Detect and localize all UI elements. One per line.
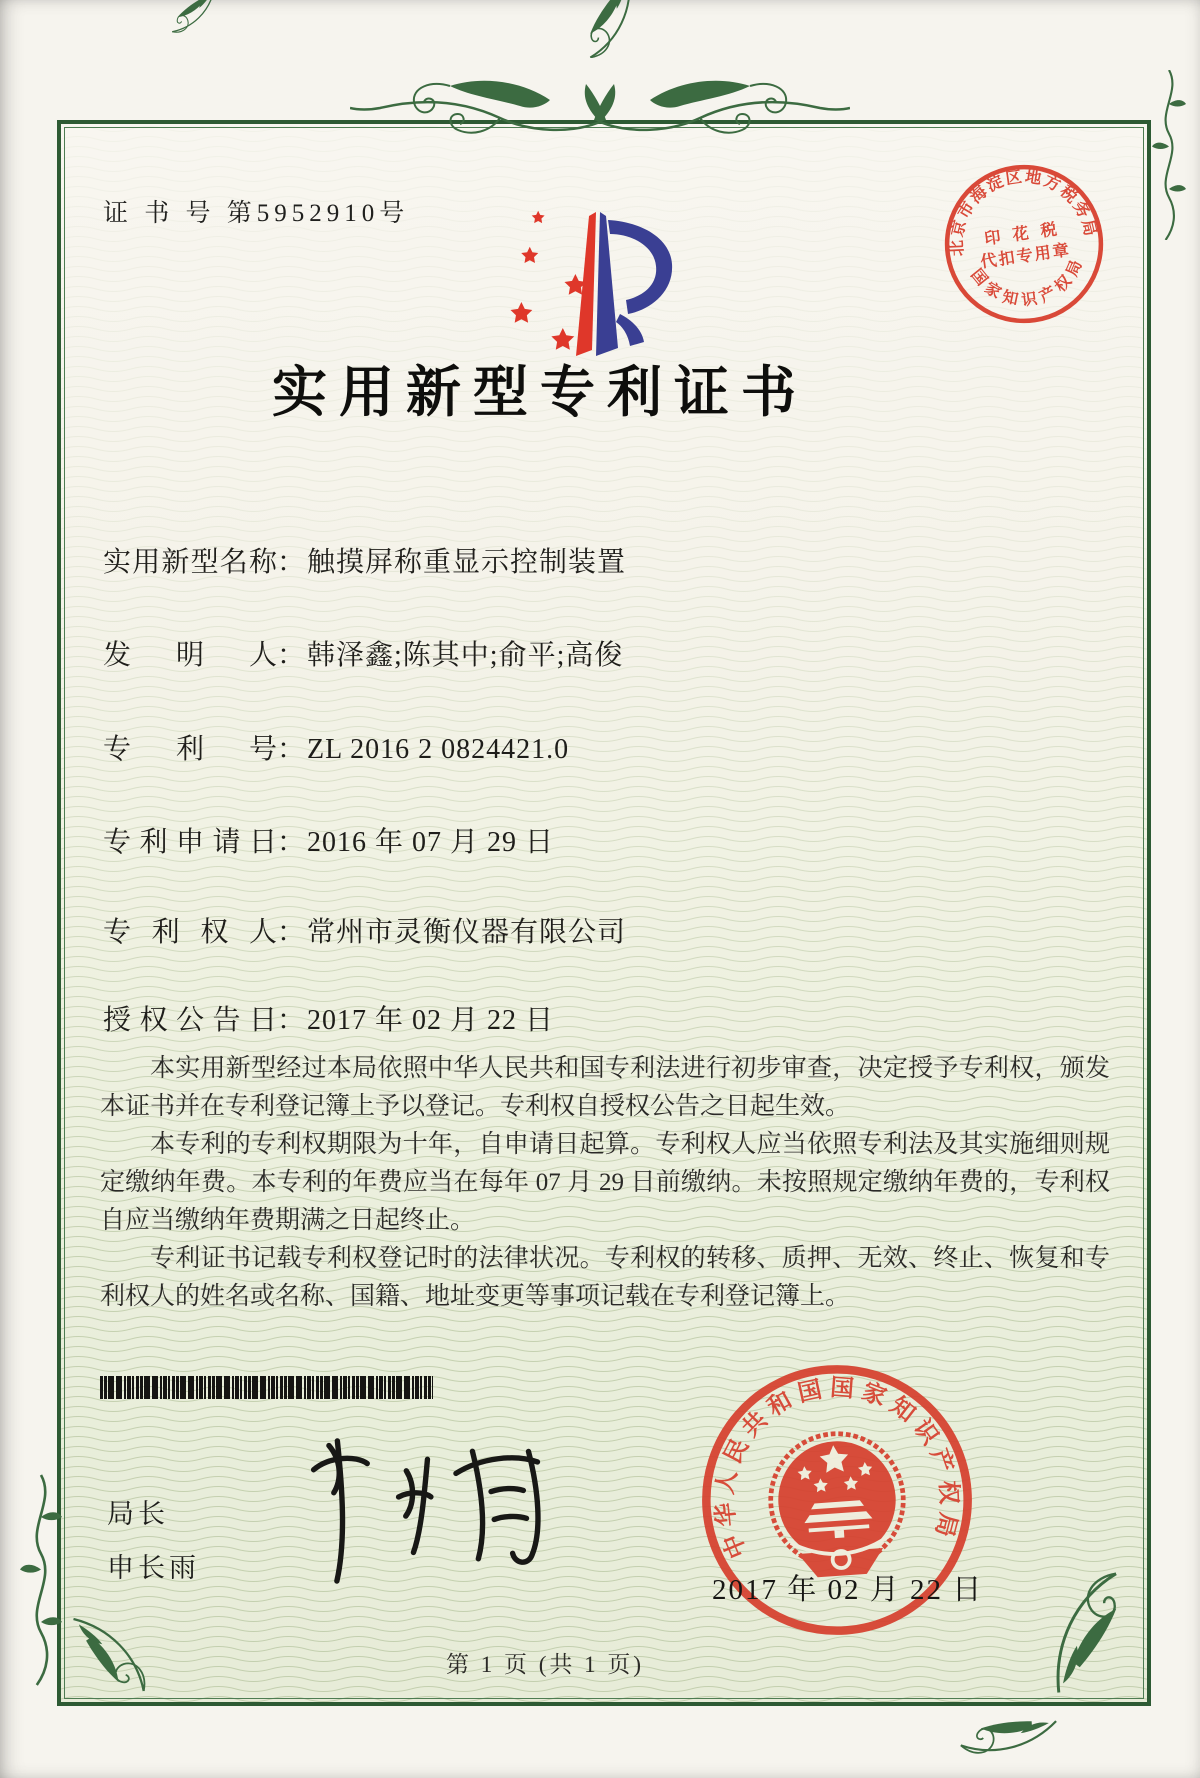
official-seal-arc-text: 中华人民共和国国家知识产权局 [711,1375,962,1562]
field-label: 授权公告日 [103,1005,277,1036]
field-label: 专利号 [103,734,277,765]
legal-paragraph: 本实用新型经过本局依照中华人民共和国专利法进行初步审查，决定授予专利权，颁发本证书并在专利登记簿上予以登记。专利权自授权公告之日起生效。 [100,1055,1110,1120]
tax-stamp-arc-bottom-text: 国家知识产权局 [967,253,1088,310]
right-edge-ornament [1146,70,1192,240]
tax-stamp-icon [938,158,1110,330]
seal-date: 2017 年 02 月 22 日 [712,1574,984,1606]
bottom-left-edge-vine [20,1470,62,1690]
tax-stamp-arc-top-text: 北京市海淀区地方税务局 [948,168,1099,257]
legal-text-block [100,1050,1110,1316]
field-value: 2016 年 07 月 29 日 [307,827,555,858]
tax-stamp-center-line2: 代扣专用章 [979,241,1072,272]
tax-stamp-center-line1: 印 花 税 [983,220,1062,249]
certificate-title: 实用新型专利证书 [271,362,808,423]
field-label: 专利申请日 [103,827,277,858]
signature-icon [269,1423,555,1598]
patent-office-logo-icon [492,198,702,366]
page-footer: 第 1 页 (共 1 页) [445,1652,645,1677]
field-patent-number: 专利号：ZL 2016 2 0824421.0 [103,727,569,767]
top-edge-ornament-center [545,0,675,58]
legal-paragraph: 本专利的专利权期限为十年，自申请日起算。专利权人应当依照专利法及其实施细则规定缴纳年费。本专利的年费应当在每年 07 月 29 日前缴纳。未按照规定缴纳年费的，专利权自应当缴纳年费期满之日起终止。 [100,1131,1110,1234]
field-label: 实用新型名称 [103,547,277,578]
field-value: 常州市灵衡仪器有限公司 [307,917,627,948]
signer-name: 申长雨 [107,1553,200,1583]
field-value: 韩泽鑫;陈其中;俞平;高俊 [307,640,624,671]
field-label: 发明人 [103,640,277,671]
field-label: 专利权人 [103,917,277,948]
field-value: 触摸屏称重显示控制装置 [307,547,627,578]
field-value: 2017 年 02 月 22 日 [307,1005,555,1036]
legal-paragraph: 专利证书记载专利权登记时的法律状况。专利权的转移、质押、无效、终止、恢复和专利权人的姓名或名称、国籍、地址变更等事项记载在专利登记簿上。 [100,1245,1110,1310]
field-utility-model-name: 实用新型名称：触摸屏称重显示控制装置 [103,540,626,580]
field-inventors: 发明人：韩泽鑫;陈其中;俞平;高俊 [103,633,623,673]
top-edge-ornament-left [138,0,248,38]
certificate-number: 证 书 号 第5952910号 [103,200,410,227]
barcode [100,1376,433,1399]
field-filing-date: 专利申请日：2016 年 07 月 29 日 [103,820,554,860]
field-patentee: 专利权人：常州市灵衡仪器有限公司 [103,910,626,950]
field-grant-date: 授权公告日：2017 年 02 月 22 日 [103,998,554,1038]
signer-title: 局长 [107,1499,169,1529]
national-emblem-icon [766,1429,908,1580]
field-value: ZL 2016 2 0824421.0 [307,734,570,765]
